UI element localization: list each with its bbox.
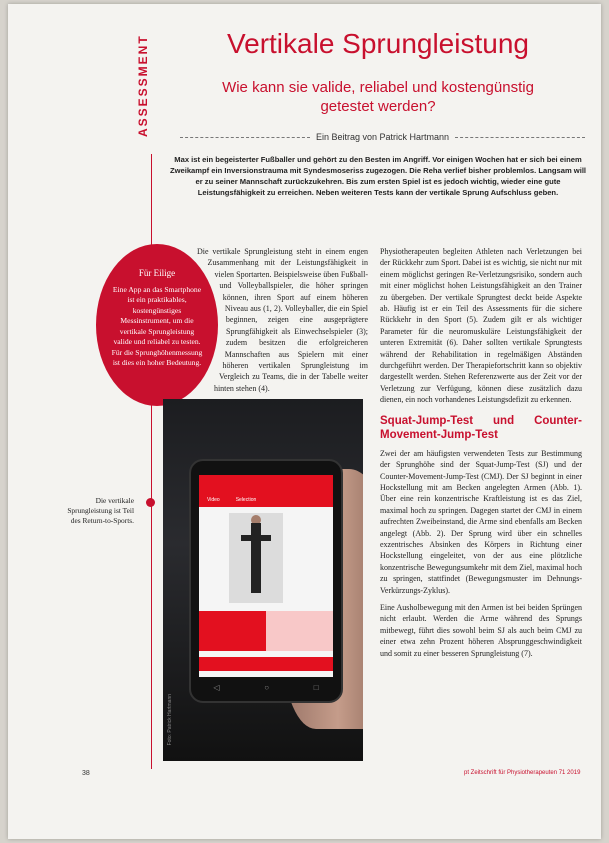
byline-rule-right <box>455 137 585 138</box>
athlete-video-frame <box>229 513 283 603</box>
byline-text: Ein Beitrag von Patrick Hartmann <box>315 132 450 142</box>
byline-rule-left <box>180 137 310 138</box>
app-button-secondary <box>266 611 333 651</box>
col1-paragraph: Die vertikale Sprungleistung steht in einem engen Zusammenhang mit der Leistungsfähigkeit in vielen Sportarten. Beispielsweise üben Fußball- und Volleyballspieler, die höher springen können, ihren Sport auf einem höheren Niveau aus (1, 2). Volleyballer, die ein Spiel beginnen, zeigen eine ausgeprägtere Sprungfähigkeit als Einwechselspieler (3); zudem besitzen die erfolgreicheren Mannschaften aus Spielern mit einer höheren vertikalen Sprungleistung im Vergleich zu Teams, die in der Tabelle weiter hinten stehen (4). <box>197 247 368 393</box>
app-playback-bar <box>199 657 333 671</box>
caption-marker <box>146 498 155 507</box>
recents-icon: □ <box>313 683 319 692</box>
article-subtitle: Wie kann sie valide, reliabel und kostengünstig getestet werden? <box>222 79 534 115</box>
app-header <box>199 475 333 507</box>
article-title: Vertikale Sprungleistung <box>227 28 529 59</box>
section-label: ASSESSMENT <box>136 34 150 138</box>
back-icon: ◁ <box>213 683 220 692</box>
summary-circle <box>96 244 218 406</box>
app-button-primary <box>199 611 266 651</box>
magazine-page <box>8 4 601 839</box>
app-button-row <box>199 611 333 651</box>
smartphone <box>189 459 343 703</box>
col2-paragraph-1: Physiotherapeuten begleiten Athleten nach Verletzungen bei der Rückkehr zum Sport. Dabei ist es wichtig, sie nicht nur mit einem möglichst geringen Re-Verletzungsrisiko, sondern auch mit einer möglichst hohen Leistungsfähigkeit an den Trainer zu übergeben. Der vertikale Sprungtest deckt beide Aspekte ab. Häufig ist er ein Teil des Assessments für die sichere Rückkehr in den Sport (5). Zudem gilt er als wichtiger Parameter für die neuromuskuläre Leistungsfähigkeit der unteren Extremität (6). Daher sollten vertikale Sprungtests während der Rehabilitation in regelmäßigen Abständen durchgeführt werden. Der Therapiefortschritt kann so objektiv dargestellt werden. Stehen Referenzwerte aus der Zeit vor der Verletzung zur Verfügung, können diese zusätzlich dazu dienen, ein noch vorhandenes Leistungsdefizit zu erkennen. <box>380 247 582 405</box>
col2-paragraph-2: Zwei der am häufigsten verwendeten Tests zur Bestimmung der Sprunghöhe sind der Squat-Jump-Test (SJ) und der Counter-Movement-Jump-Test (CMJ). Der SJ beginnt in einer Hockstellung mit am Becken angelegten Armen (Abb. 1). Über eine rein konzentrische Kraftleistung ist es das Ziel, maximal hoch zu springen. Dagegen startet der CMJ in einem aufrechten Zweibeinstand, die Arme sind ebenfalls am Becken angelegt (Abb. 2). Der Sprung wird über ein schnelles exzentrisches Absinken des Körpers in Richtung einer Hockstellung eingeleitet, von der aus eine plötzliche konzentrische Bewegungsumkehr mit dem Ziel, maximal hoch zu springen, stattfindet (Bewegungsmuster im Dehnungs-Verkürzungs-Zyklus). <box>380 448 582 595</box>
col2-paragraph-3: Eine Ausholbewegung mit den Armen ist bei beiden Sprüngen nicht erlaubt. Werden die Arme während des Sprungs mitbewegt, führt dies sowohl beim SJ als auch beim CMJ zu einer etwa zehn Prozent höheren Absprunggeschwindigkeit und somit zu einer besseren Sprungleistung (7). <box>380 602 582 658</box>
journal-footer: pt Zeitschrift für Physiotherapeuten 71 2019 <box>464 770 581 776</box>
photo-credit: Foto: Patrick Hartmann <box>167 694 173 746</box>
page-number: 38 <box>82 770 90 777</box>
column-right <box>380 246 582 665</box>
photo-phone-app <box>163 399 363 761</box>
phone-navbar <box>191 683 341 695</box>
athlete-body <box>251 523 261 593</box>
app-tab-right: Selection <box>235 497 257 503</box>
photo-caption: Die vertikale Sprungleistung ist Teil des Return-to-Sports. <box>67 496 134 525</box>
lead-paragraph: Max ist ein begeisterter Fußballer und gehört zu den Besten im Angriff. Vor einigen Wochen hat er sich bei einem Zweikampf ein Inversionstrauma mit Syndesmoseriss zugezogen. Die Reha verlief bisher problemlos. Langsam will er zu seiner Mannschaft zurückzukehren. Bis zum ersten Spiel ist es jedoch wichtig, wieder eine gute Leistungsfähigkeit zu erreichen. Neben weiteren Tests kann der vertikale Sprung Aufschluss geben. <box>169 155 587 197</box>
summary-text: Eine App an das Smartphone ist ein praktikables, kostengünstiges Messinstrument, um die vertikale Sprungleistung valide und reliabel zu testen. Für die Sprunghöhenmessung ist dies ein hoher Bedeutung. <box>111 284 203 367</box>
home-icon: ○ <box>264 683 270 692</box>
phone-screen <box>199 475 333 677</box>
byline <box>180 132 585 142</box>
app-tab-left: Video <box>207 497 220 503</box>
summary-title: Für Eilige <box>138 268 176 278</box>
section-heading: Squat-Jump-Test und Counter-Movement-Jump-Test <box>380 414 582 441</box>
